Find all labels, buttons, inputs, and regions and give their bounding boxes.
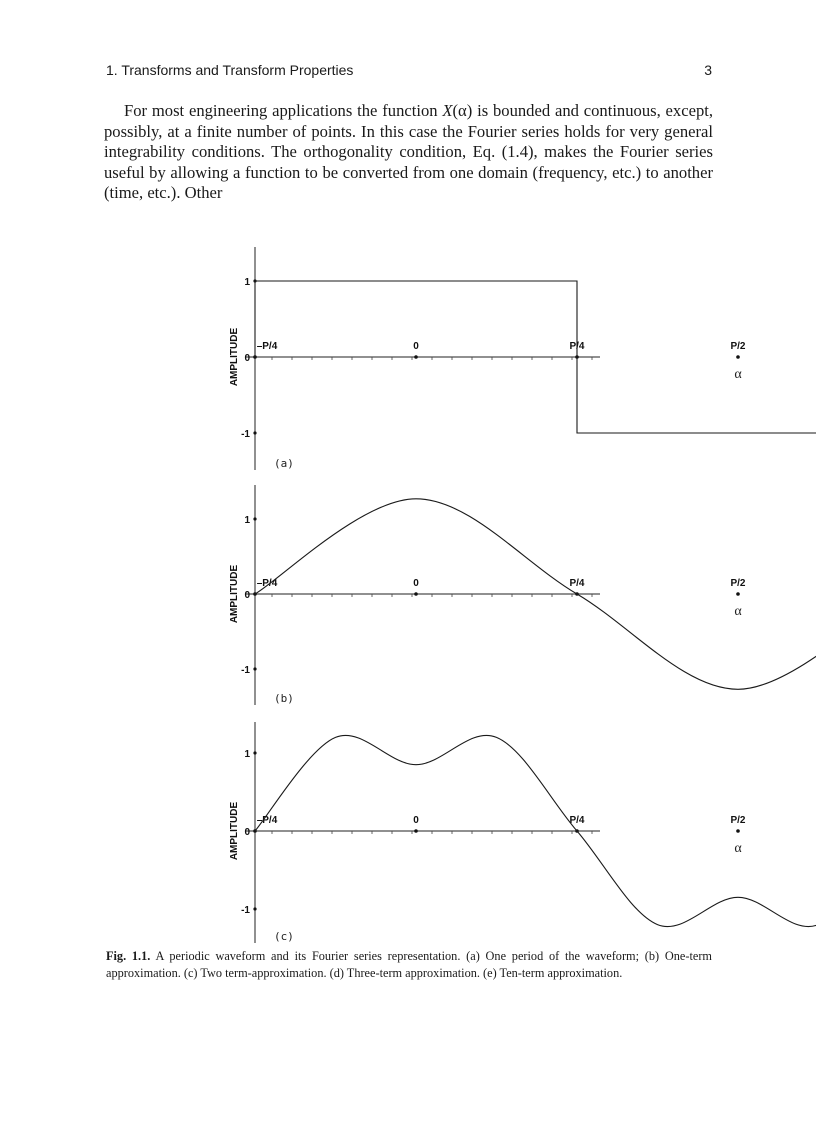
caption-text: A periodic waveform and its Fourier series representation. (a) One period of the waveform; (b) One-term approximation. (c) Two term-approximation. (d) Three-term approximation. (e) Ten-term approximation.	[106, 949, 712, 980]
chart-panel-c	[229, 722, 816, 943]
x-tick-mark	[414, 355, 418, 359]
y-tick-mark	[253, 751, 256, 754]
x-axis-label: α	[734, 367, 742, 382]
math-symbol: X	[442, 101, 453, 120]
chart-panel-a	[229, 247, 816, 470]
x-tick-label: P/2	[730, 578, 746, 589]
y-tick-mark	[253, 907, 256, 910]
panel-tag: (c)	[274, 930, 294, 943]
y-tick-label: 0	[244, 353, 250, 364]
x-tick-label: P/4	[569, 815, 585, 826]
panel-tag: (a)	[274, 457, 294, 470]
paragraph-text-start: For most engineering applications the function	[124, 101, 443, 120]
y-axis-label: AMPLITUDE	[229, 801, 240, 861]
x-tick-mark	[414, 592, 418, 596]
x-tick-label: P/4	[569, 341, 585, 352]
x-tick-label: P/4	[569, 578, 585, 589]
chart-panel-b	[229, 485, 816, 705]
paragraph-text-rest: is bounded and continuous, except, possibly, at a finite number of points. In this case the Fourier series holds for very general integrability conditions. The orthogonality condition, Eq. (1.4), makes the Fourier series useful by allowing a function to be converted from one domain (frequency, etc.) to another (time, etc.). Other	[104, 101, 713, 202]
y-tick-label: -1	[241, 665, 250, 676]
x-tick-label: 0	[413, 578, 419, 589]
panel-tag: (b)	[274, 692, 294, 705]
figure-caption	[106, 948, 712, 982]
x-tick-mark	[414, 829, 418, 833]
y-tick-label: -1	[241, 905, 250, 916]
x-tick-label: 0	[413, 341, 419, 352]
y-tick-label: 1	[244, 749, 250, 760]
x-axis-label: α	[734, 841, 742, 856]
math-argument: (α)	[452, 101, 473, 120]
x-tick-mark	[736, 592, 740, 596]
y-tick-mark	[253, 517, 256, 520]
page-number: 3	[704, 62, 712, 78]
y-tick-label: -1	[241, 429, 250, 440]
figure-panels	[229, 247, 816, 943]
caption-label: Fig. 1.1.	[106, 949, 151, 963]
x-tick-label: P/2	[730, 815, 746, 826]
x-tick-mark	[736, 829, 740, 833]
y-tick-label: 0	[244, 827, 250, 838]
x-tick-mark	[736, 355, 740, 359]
y-axis-label: AMPLITUDE	[229, 564, 240, 624]
y-tick-label: 1	[244, 277, 250, 288]
y-tick-mark	[253, 667, 256, 670]
x-tick-label: P/2	[730, 341, 746, 352]
x-axis-label: α	[734, 604, 742, 619]
y-tick-mark	[253, 431, 256, 434]
y-axis-label: AMPLITUDE	[229, 327, 240, 387]
chapter-title: 1. Transforms and Transform Properties	[106, 62, 354, 78]
x-tick-label: 0	[413, 815, 419, 826]
y-tick-label: 0	[244, 590, 250, 601]
x-tick-label: –P/4	[256, 815, 278, 826]
x-tick-label: –P/4	[256, 578, 278, 589]
y-tick-label: 1	[244, 515, 250, 526]
x-tick-label: –P/4	[256, 341, 278, 352]
